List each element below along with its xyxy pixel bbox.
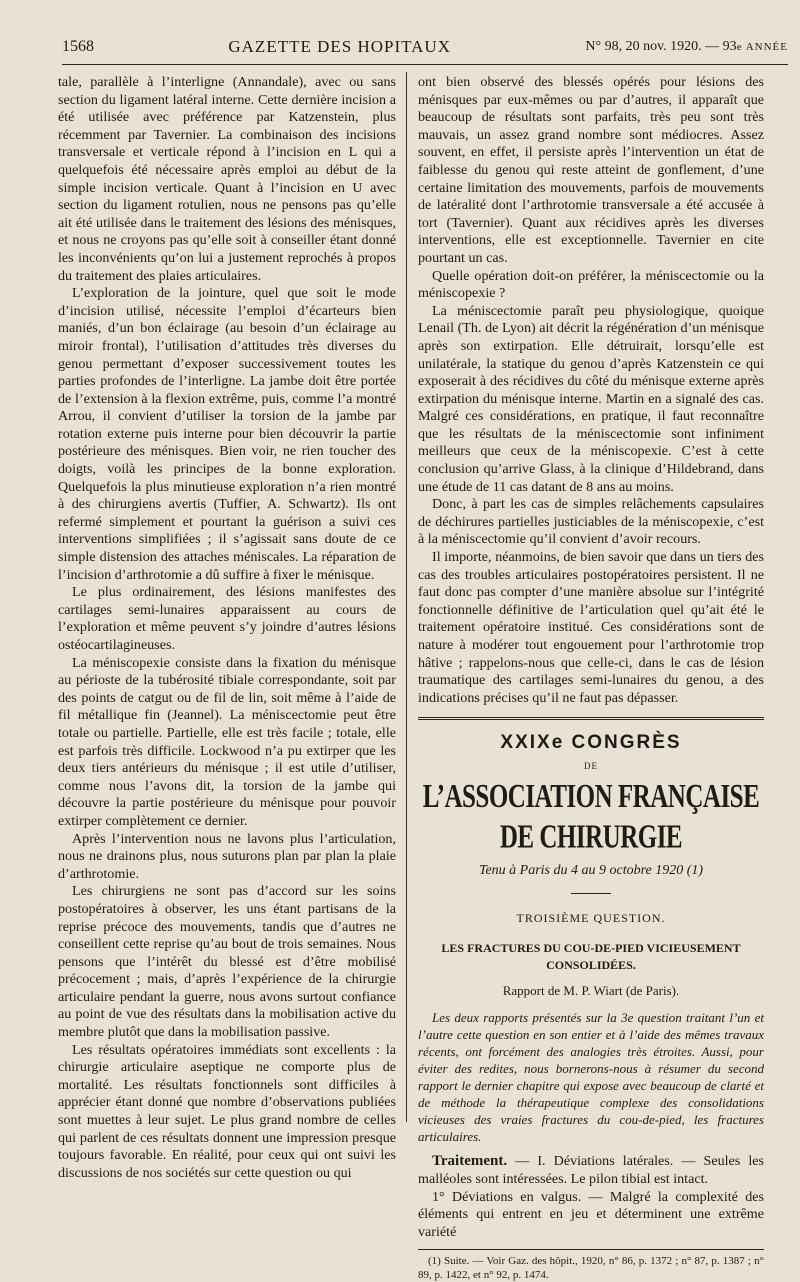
paragraph: Le plus ordinairement, des lésions manifestes des cartilages semi-lunaires apparaissent au cours de l’exploration et même peuvent s’y joindre d’autres lésions ostéocartilagineuses. xyxy=(58,584,396,653)
column-divider xyxy=(406,72,407,1122)
paragraph: Quelle opération doit-on préférer, la méniscectomie ou la méniscopexie ? xyxy=(418,267,764,302)
congress-de: DE xyxy=(584,760,598,771)
paragraph: L’exploration de la jointure, quel que soit le mode d’incision utilisé, nécessite l’emploi d’écarteurs bien maniés, d’un bon éclairage (au besoin d’un éclairage au miroir frontal), l’utilisation d’attitudes très diverses du genou permettant d’exposer successivement toutes les parties profondes de l’interligne. La jambe doit être portée de l’extension à la flexion extrême, puis, comme l’a montré Arrou, il convient d’utiliser la torsion de la jambe par rotation externe puis interne pour bien découvrir la partie postérieure des ménisques. Bien voir, ne rien toucher des doigts, voilà les principes de la bonne exploration. Quelquefois la plus minutieuse exploration n’a rien montré à des chirurgiens avertis (Tuffier, A. Schwartz). Ils ont refermé simplement et pourtant la guérison a suivi ces interventions simplifiées ; il s’agissait sans doute de ce simple distension des attaches méniscales. La réparation de l’incision d’arthrotomie a dû suffire à fixer le ménisque. xyxy=(58,285,396,583)
treatment-heading: Traitement. xyxy=(432,1153,508,1170)
paragraph: ont bien observé des blessés opérés pour lésions des ménisques par eux-mêmes ou par d’autres, il apparaît que beaucoup de résultats sont parfaits, très peu sont très mauvais, un assez grand nombre sont médiocres. Assez souvent, en effet, il persiste après l’intervention un état de faiblesse du genou qui reste atteint de gonflement, d’une certaine limitation des mouvements, parfois de mouvements de latéralité dont l’arthrotomie transversale a été accusée à tort (Tavernier). Quant aux récidives après les diverses interventions, elle est exceptionnelle. Tavernier en cite pourtant un cas. xyxy=(418,74,764,266)
treatment-line: 1° Déviations en valgus. — Malgré la complexité des éléments qui entrent en jeu et déterminent une extrême variété xyxy=(418,1188,764,1240)
report-intro xyxy=(418,1009,764,1145)
paragraph: Il importe, néanmoins, de bien savoir que dans un tiers des cas des troubles articulaires postopératoires persistent. Il ne faut donc pas compter d’une manière absolue sur l’intégrité fonctionnelle définitive de l’articulation quel qu’ait été le traitement opératoire institué. Ces considérations sont de nature à modérer tout engouement pour l’arthrotomie trop hâtive ; rappelons-nous que celle-ci, dans le cas de lésion traumatique des cartilages semi-lunaires du genou, a des indications précises qu’il ne faut pas dépasser. xyxy=(418,549,764,706)
issue-info xyxy=(585,39,788,55)
question-number: TROISIÈME QUESTION. xyxy=(516,911,666,926)
section-separator xyxy=(418,717,764,720)
short-rule xyxy=(571,893,611,894)
paragraph: La méniscopexie consiste dans la fixation du ménisque au périoste de la tubérosité tibiale correspondante, soit par des points de catgut ou de fil de lin, soit même à l’aide de fil métallique fin (Jeannel). La méniscectomie peut être totale ou partielle. Partielle, elle est très facile ; totale, elle est parfois très difficile. Lockwood n’a pu extirper que les deux tiers antérieurs du ménisque ; il est utile d’utiliser, comme nous l’avons dit, la torsion de la jambe qui découvre la partie postérieure du ménisque pour pouvoir extirper complètement ce dernier. xyxy=(58,654,396,829)
report-author: Rapport de M. P. Wiart (de Paris). xyxy=(502,982,680,998)
issue-year-label: e ANNÉE xyxy=(736,41,788,53)
congress-dates: Tenu à Paris du 4 au 9 octobre 1920 (1) xyxy=(478,862,704,878)
left-column xyxy=(58,74,396,1182)
footnote xyxy=(418,1249,764,1282)
treatment-subheading: — I. Déviations latérales. — Seules les malléoles sont intéressées. Le pilon tibial est intact. xyxy=(418,1153,765,1187)
paragraph: La méniscectomie paraît peu physiologique, quoique Lenail (Th. de Lyon) ait décrit la régénération d’un ménisque après son extirpation. Elle détruirait, lorsqu’elle est unilatérale, la statique du genou d’après Katzenstein ce qui exposerait à des récidives du côté du ménisque externe après extirpation du ménisque interne. Martin en a signalé des cas. Malgré ces considérations, en pratique, il faut reconnaître que les résultats de la méniscectomie sont infiniment meilleurs que ceux de la méniscopexie. C’est à cette conclusion qu’arrive Glass, à la clinique d’Hildebrand, dans une étude de 11 cas datant de 8 ans au moins. xyxy=(418,302,764,495)
congress-title: XXIXe CONGRÈS xyxy=(500,732,682,754)
association-title: L’ASSOCIATION FRANÇAISE DE CHIRURGIE xyxy=(422,778,760,856)
page-number: 1568 xyxy=(62,38,94,55)
paragraph: Les résultats opératoires immédiats sont excellents : la chirurgie articulaire aseptique ne comporte plus de mortalité. Les résultats fonctionnels sont difficiles à apprécier étant donné que nombre d’observations publiées sont muettes à leur sujet. Le plus grand nombre de celles qui parlent de ces résultats donnent une impression presque toujours favorable. En réalité, pour ceux qui ont suivi les discussions de nos sociétés sur cette question ou qui xyxy=(58,1041,396,1181)
paragraph: Après l’intervention nous ne lavons plus l’articulation, nous ne drainons plus, nous suturons plan par plan la plaie d’arthrotomie. xyxy=(58,830,396,882)
footnote-text: (1) Suite. — Voir Gaz. des hôpit., 1920, n° 86, p. 1372 ; n° 87, p. 1387 ; n° 89, p. 1422, et n° 92, p. 1474. xyxy=(418,1255,764,1282)
intro-paragraph: Les deux rapports présentés sur la 3e question traitant l’un et l’autre cette question en son entier et à l’aide des mêmes travaux récents, ont forcément des analogies très étroites. Aussi, pour éviter des redites, nous bornerons-nous à résumer du second rapport le dernier chapitre qui expose avec beaucoup de clarté et de méthode la thérapeutique complexe des consolidations vicieuses des vraies fractures du cou-de-pied, les fractures articulaires. xyxy=(418,1010,764,1145)
running-header xyxy=(62,30,788,65)
right-column xyxy=(418,74,764,1282)
journal-title: GAZETTE DES HOPITAUX xyxy=(228,37,451,56)
treatment-section xyxy=(418,1153,764,1241)
issue-date: N° 98, 20 nov. 1920. — 93 xyxy=(585,39,737,54)
paragraph: Les chirurgiens ne sont pas d’accord sur les soins postopératoires à observer, les uns étant partisans de la reprise précoce des mouvements, tandis que d’autres ne conseillent cette reprise qu’au bout de trois semaines. Nous pensons que l’intérêt du blessé est d’être mobilisé précocement ; mais, d’après l’expérience de la chirurgie articulaire pendant la guerre, nous avons surtout confiance au point de vue des résultats dans la mobilisation active du membre plutôt que dans la mobilisation passive. xyxy=(58,883,396,1041)
question-title: LES FRACTURES DU COU-DE-PIED VICIEUSEMENT CONSOLIDÉES. xyxy=(441,940,741,972)
paragraph: Donc, à part les cas de simples relâchements capsulaires de déchirures partielles justiciables de la méniscopexie, c’est à la méniscectomie qu’il convient d’avoir recours. xyxy=(418,496,764,548)
treatment-paragraph xyxy=(418,1153,764,1188)
paragraph: tale, parallèle à l’interligne (Annandale), avec ou sans section du ligament latéral interne. Cette dernière incision a été utilisée avec préférence par Katzenstein, plus récemment par Tavernier. La combinaison des incisions transversale et verticale répond à l’incision en L qui a quelquefois été nécessaire après emploi au début de la simple incision verticale. Quant à l’incision en U avec section du ligament rotulien, nous ne pensons pas qu’elle ait été utilisée dans le traitement des lésions des ménisques, et nous ne croyons pas qu’elle soit à conseiller étant donné les inconvénients qu’on lui a justement reprochés à propos du traitement des plaies articulaires. xyxy=(58,74,396,284)
